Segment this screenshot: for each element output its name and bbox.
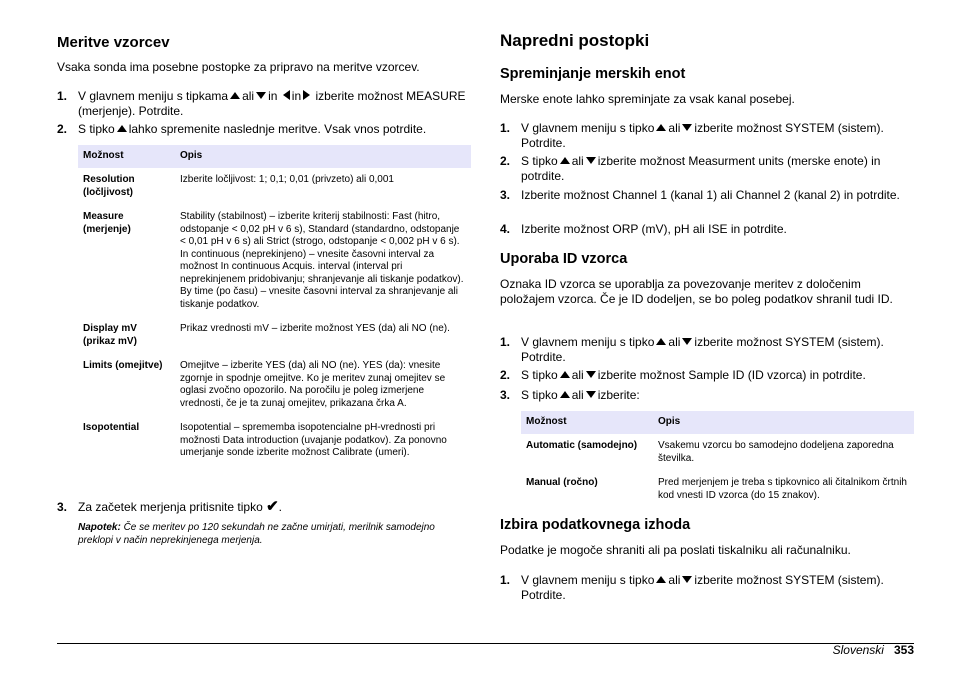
options-table bbox=[78, 145, 471, 466]
right-arrow-icon bbox=[303, 90, 310, 100]
table-row: Display mV (prikaz mV) Prikaz vrednosti mV – izberite možnost YES (da) ali NO (ne). bbox=[83, 323, 450, 347]
table-row: Automatic (samodejno) Vsakemu vzorcu bo samodejno dodeljena zaporedna številka. bbox=[526, 440, 894, 464]
table-row: Isopotential Isopotential – sprememba isopotencialne pH-vrednosti pri možnosti Data introduction (uvajanje podatkov). Za ponovno umerjanje sonde izberite možnost Calibrate (umeri). bbox=[83, 422, 447, 458]
up-arrow-icon bbox=[656, 576, 666, 583]
table-header: Opis bbox=[653, 411, 914, 434]
table-header: Možnost bbox=[521, 411, 653, 434]
section-heading: Uporaba ID vzorca bbox=[500, 251, 628, 267]
page-title: Napredni postopki bbox=[500, 31, 650, 50]
intro-text: Vsaka sonda ima posebne postopke za pripravo na meritve vzorcev. bbox=[57, 60, 420, 74]
note-text: Če se meritev po 120 sekundah ne začne umirjati, merilnik samodejno preklopi v način neprekinjenega merjenja. bbox=[78, 522, 435, 546]
intro-text: Merske enote lahko spreminjate za vsak kanal posebej. bbox=[500, 92, 795, 106]
table-header-row bbox=[521, 411, 914, 434]
up-arrow-icon bbox=[656, 338, 666, 345]
down-arrow-icon bbox=[586, 371, 596, 378]
page-number: 353 bbox=[893, 643, 914, 657]
table-row: Limits (omejitve) Omejitve – izberite YES (da) ali NO (ne). YES (da): vnesite zgornje in spodnje omejitve. Ko je meritev zunaj omejitev se oglasi zvočno opozorilo. Na poročilu je poleg izmerjene vrednosti, če je ta zunaj omejitev, prikazana črka A. bbox=[83, 360, 446, 409]
step-1: 1. V glavnem meniju s tipko ali izberite možnost SYSTEM (sistem). Potrdite. bbox=[500, 573, 884, 602]
step-3: 3. S tipko ali izberite: bbox=[500, 388, 640, 402]
down-arrow-icon bbox=[682, 338, 692, 345]
down-arrow-icon bbox=[256, 92, 266, 99]
step-2: 2. S tipko lahko spremenite naslednje meritve. Vsak vnos potrdite. bbox=[57, 122, 427, 136]
footer-rule bbox=[57, 643, 914, 644]
left-arrow-icon bbox=[283, 90, 290, 100]
up-arrow-icon bbox=[560, 157, 570, 164]
up-arrow-icon bbox=[230, 92, 240, 99]
step-2: 2. S tipko ali izberite možnost Sample ID (ID vzorca) in potrdite. bbox=[500, 368, 866, 382]
down-arrow-icon bbox=[586, 391, 596, 398]
up-arrow-icon bbox=[560, 371, 570, 378]
note-label: Napotek: bbox=[78, 522, 121, 533]
step-3: 3. Izberite možnost Channel 1 (kanal 1) ali Channel 2 (kanal 2) in potrdite. bbox=[500, 188, 900, 202]
footer-language: Slovenski bbox=[832, 643, 884, 657]
confirm-check-icon: ✔ bbox=[266, 498, 279, 515]
note bbox=[78, 521, 458, 547]
step-3: 3. Za začetek merjenja pritisnite tipko ✔. bbox=[57, 498, 283, 515]
table-row: Resolution (ločljivost) Izberite ločljivost: 1; 0,1; 0,01 (privzeto) ali 0,001 bbox=[83, 174, 394, 198]
up-arrow-icon bbox=[656, 124, 666, 131]
step-1: 1. V glavnem meniju s tipko ali izberite možnost SYSTEM (sistem). Potrdite. bbox=[500, 121, 884, 150]
up-arrow-icon bbox=[117, 125, 127, 132]
intro-text: Oznaka ID vzorca se uporablja za povezovanje meritev z določenim položajem vzorca. Če je ID dodeljen, se bo poleg podatkov shranil tudi ID. bbox=[500, 277, 893, 306]
down-arrow-icon bbox=[586, 157, 596, 164]
down-arrow-icon bbox=[682, 124, 692, 131]
down-arrow-icon bbox=[682, 576, 692, 583]
page-footer bbox=[833, 643, 914, 657]
step-1: 1. V glavnem meniju s tipko ali izberite možnost SYSTEM (sistem). Potrdite. bbox=[500, 335, 884, 364]
step-1: 1. V glavnem meniju s tipkama ali in in izberite možnost MEASURE (merjenje). Potrdite. bbox=[57, 89, 466, 118]
section-heading: Izbira podatkovnega izhoda bbox=[500, 517, 691, 533]
table-header-row bbox=[78, 145, 471, 168]
up-arrow-icon bbox=[560, 391, 570, 398]
table-header: Opis bbox=[175, 145, 471, 168]
intro-text: Podatke je mogoče shraniti ali pa poslati tiskalniku ali računalniku. bbox=[500, 543, 851, 557]
sample-id-table bbox=[521, 411, 914, 508]
section-heading: Meritve vzorcev bbox=[57, 34, 170, 51]
step-4: 4. Izberite možnost ORP (mV), pH ali ISE in potrdite. bbox=[500, 222, 787, 236]
table-row: Manual (ročno) Pred merjenjem je treba s tipkovnico ali čitalnikom črtnih kod vnesti ID vzorca (do 15 znakov). bbox=[526, 477, 907, 501]
table-row: Measure (merjenje) Stability (stabilnost) – izberite kriterij stabilnosti: Fast (hitro, odstopanje < 0,02 pH v 6 s), Standard (standardno, odstopanje < 0,01 pH v 6 s) ali Strict (strogo, odstopanje < 0,002 pH v 6 s). In continuous (neprekinjeno) – vnesite časovni interval za možnost In continuous Acquis. interval (interval pri neprekinjenem pridobivanju; shranjevanje ali tiskanje podatkov). By time (po času) – vnesite časovni interval za shranjevanje ali tiskanje podatkov. bbox=[83, 211, 464, 310]
section-heading: Spreminjanje merskih enot bbox=[500, 66, 686, 82]
step-2: 2. S tipko ali izberite možnost Measurment units (merske enote) in potrdite. bbox=[500, 154, 881, 183]
table-header: Možnost bbox=[78, 145, 175, 168]
